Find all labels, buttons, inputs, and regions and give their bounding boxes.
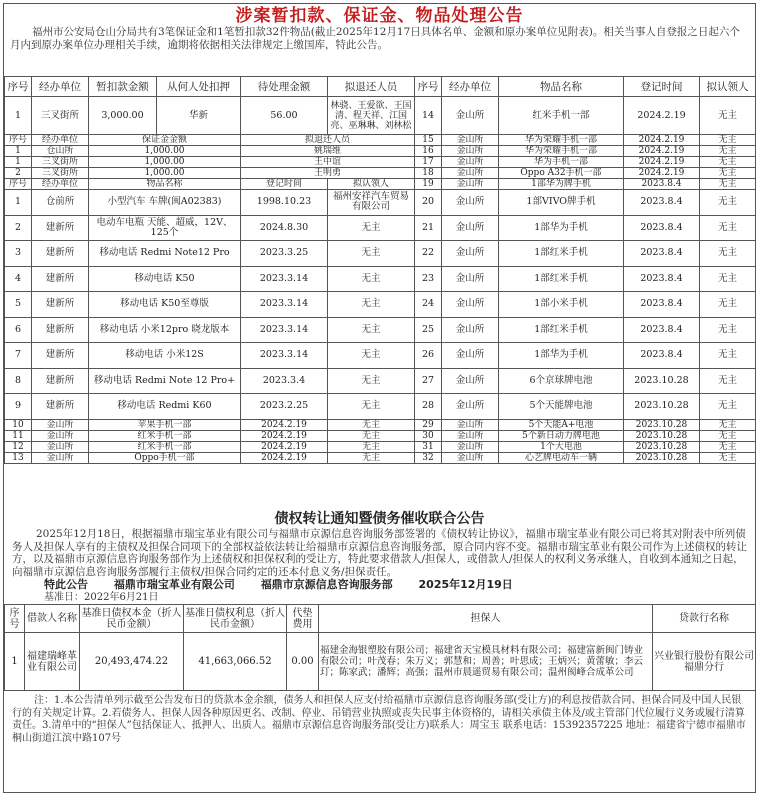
item-unit: 金山所 xyxy=(442,241,499,267)
item-date: 2024.2.19 xyxy=(624,97,700,135)
kou-amount: 3,000.00 xyxy=(89,97,157,135)
item-claimant: 无主 xyxy=(328,292,415,318)
item-claimant: 无主 xyxy=(700,190,756,216)
items-col-date: 登记时间 xyxy=(241,179,328,190)
item-name: 5个天能A+电池 xyxy=(499,419,624,430)
sign-date: 2025年12月19日 xyxy=(418,578,513,591)
col-no: 序号 xyxy=(5,77,32,97)
debt-fee: 0.00 xyxy=(287,633,319,691)
debt-borrower: 福建瑞峰革业有限公司 xyxy=(25,633,80,691)
item-no: 27 xyxy=(415,368,442,394)
item-no: 2 xyxy=(5,215,32,241)
col-unit-right: 经办单位 xyxy=(442,77,499,97)
kou-persons: 林骁、王爱欲、王国清、程天祥、江国亮、巫琳琳、刘林松 xyxy=(328,97,415,135)
col-item-name: 物品名称 xyxy=(499,77,624,97)
item-claimant: 无主 xyxy=(328,215,415,241)
item-name: 华为荣耀手机一部 xyxy=(499,135,624,146)
kou-unit: 三叉街所 xyxy=(32,97,89,135)
item-name: 红米手机一部 xyxy=(499,97,624,135)
item-row xyxy=(5,441,756,452)
item-no: 31 xyxy=(415,441,442,452)
item-date: 2023.8.4 xyxy=(624,317,700,343)
item-name: 移动电话 Redmi Note12 Pro xyxy=(89,241,241,267)
kou-row xyxy=(5,97,756,135)
item-unit: 建新所 xyxy=(32,394,89,420)
notice2-note: 注：1.本公告清单列示截至公告发布日的贷款本金余额，债务人和担保人应支付给福鼎市京源信息咨询服务部(受让方)的利息按借款合同、担保合同及中国人民银行的有关规定计算。2.若债务人、担保人因各种原因更名、改制、停业、吊销营业执照或丧失民事主体资格的，请相关承债主体及/或主管部门代位履行义务或履行清算责任。3.清单中的“担保人”包括保证人、抵押人、出质人。福鼎市京源信息咨询服务部(受让方)联系人：周宝玉 联系电话：15392357225 地址：福建省宁德市福鼎市桐山街道江滨中路107号 xyxy=(12,695,746,744)
col-unit: 经办单位 xyxy=(32,77,89,97)
item-claimant: 无主 xyxy=(700,419,756,430)
item-date: 2024.2.19 xyxy=(241,452,328,463)
item-date: 2023.8.4 xyxy=(624,241,700,267)
item-claimant: 无主 xyxy=(700,266,756,292)
item-claimant: 无主 xyxy=(700,241,756,267)
item-name: 5个天能牌电池 xyxy=(499,394,624,420)
bao-row xyxy=(5,146,756,157)
item-unit: 建新所 xyxy=(32,266,89,292)
item-unit: 仓前所 xyxy=(32,190,89,216)
item-row xyxy=(5,241,756,267)
item-no: 30 xyxy=(415,430,442,441)
item-unit: 金山所 xyxy=(442,135,499,146)
item-claimant: 无主 xyxy=(328,266,415,292)
item-row xyxy=(5,394,756,420)
debt-col-guarantor: 担保人 xyxy=(319,605,653,633)
item-no: 9 xyxy=(5,394,32,420)
item-no: 28 xyxy=(415,394,442,420)
item-claimant: 无主 xyxy=(700,394,756,420)
item-no: 26 xyxy=(415,343,442,369)
item-row xyxy=(5,215,756,241)
item-date: 2023.8.4 xyxy=(624,179,700,190)
item-name: 华为手机一部 xyxy=(499,157,624,168)
item-row xyxy=(5,430,756,441)
bao-col-amount: 保证金金额 xyxy=(89,135,241,146)
debt-interest: 41,663,066.52 xyxy=(184,633,287,691)
item-date: 2023.8.4 xyxy=(624,266,700,292)
items-col-claimant: 拟认领人 xyxy=(328,179,415,190)
col-claimant: 拟认领人 xyxy=(700,77,756,97)
item-date: 2023.10.28 xyxy=(624,419,700,430)
item-unit: 金山所 xyxy=(442,317,499,343)
item-date: 2023.10.28 xyxy=(624,452,700,463)
item-claimant: 无主 xyxy=(700,452,756,463)
item-no: 5 xyxy=(5,292,32,318)
item-name: 电动车电瓶 天能、超威，12V、125个 xyxy=(89,215,241,241)
item-name: 移动电话 K50至尊版 xyxy=(89,292,241,318)
item-claimant: 无主 xyxy=(700,317,756,343)
item-name: 红米手机一部 xyxy=(89,441,241,452)
item-no: 13 xyxy=(5,452,32,463)
item-unit: 金山所 xyxy=(442,168,499,179)
notice2-body: 2025年12月18日，根据福鼎市瑞宝革业有限公司与福鼎市京源信息咨询服务部签署的《债权转让协议》，福鼎市瑞宝革业有限公司已将其对附表中所列债务人及担保人享有的主债权及担保合同项下的全部权益依法转让给福鼎市京源信息咨询服务部，原合同内容不变。福鼎市瑞宝革业有限公司作为上述债权的转让方，以及福鼎市京源信息咨询服务部作为上述债权和担保权利的受让方，特此要求借款人/担保人，或借款人/担保人的权利义务承继人，自收到本通知之日起，向福鼎市京源信息咨询服务部履行主债权/担保合同约定的还本付息义务/担保责任。 xyxy=(12,528,747,578)
item-claimant: 无主 xyxy=(700,179,756,190)
item-unit: 金山所 xyxy=(442,179,499,190)
item-unit: 金山所 xyxy=(442,343,499,369)
item-no: 6 xyxy=(5,317,32,343)
sign-to: 福鼎市京源信息咨询服务部 xyxy=(260,578,393,591)
base-date: 基准日：2022年6月21日 xyxy=(44,592,159,603)
item-claimant: 无主 xyxy=(700,168,756,179)
item-no: 8 xyxy=(5,368,32,394)
bao-header-row xyxy=(5,135,756,146)
item-no: 24 xyxy=(415,292,442,318)
item-claimant: 无主 xyxy=(328,452,415,463)
item-unit: 金山所 xyxy=(442,419,499,430)
items-header-row xyxy=(5,179,756,190)
item-name: 华为荣耀手机一部 xyxy=(499,146,624,157)
col-from: 从何人处扣押 xyxy=(157,77,241,97)
item-date: 2023.3.14 xyxy=(241,292,328,318)
debt-col-borrower: 借款人名称 xyxy=(25,605,80,633)
item-date: 2023.2.25 xyxy=(241,394,328,420)
item-no: 20 xyxy=(415,190,442,216)
item-unit: 建新所 xyxy=(32,241,89,267)
item-name: 小型汽车 车牌(闽A02383) xyxy=(89,190,241,216)
item-name: 1部红米手机 xyxy=(499,317,624,343)
item-date: 2023.8.4 xyxy=(624,215,700,241)
col-amount: 暂扣款金额 xyxy=(89,77,157,97)
item-no: 12 xyxy=(5,441,32,452)
item-name: 移动电话 Redmi K60 xyxy=(89,394,241,420)
item-claimant: 无主 xyxy=(700,441,756,452)
item-date: 2023.3.25 xyxy=(241,241,328,267)
item-date: 2024.2.19 xyxy=(624,146,700,157)
bao-unit: 仓山所 xyxy=(32,146,89,157)
bao-row xyxy=(5,157,756,168)
item-claimant: 无主 xyxy=(700,97,756,135)
item-name: 1部红米手机 xyxy=(499,266,624,292)
item-name: 1部华为牌手机 xyxy=(499,179,624,190)
kou-no: 1 xyxy=(5,97,32,135)
bao-amount: 1,000.00 xyxy=(89,146,241,157)
bao-col-unit: 经办单位 xyxy=(32,135,89,146)
item-no: 16 xyxy=(415,146,442,157)
item-date: 2024.2.19 xyxy=(624,135,700,146)
item-name: 1部VIVO牌手机 xyxy=(499,190,624,216)
item-date: 2023.10.28 xyxy=(624,394,700,420)
item-claimant: 无主 xyxy=(328,317,415,343)
item-claimant: 无主 xyxy=(700,157,756,168)
debt-col-bank: 贷款行名称 xyxy=(653,605,756,633)
item-unit: 金山所 xyxy=(442,97,499,135)
bao-no: 2 xyxy=(5,168,32,179)
item-date: 2023.3.14 xyxy=(241,317,328,343)
items-col-name: 物品名称 xyxy=(89,179,241,190)
col-no-right: 序号 xyxy=(415,77,442,97)
item-no: 25 xyxy=(415,317,442,343)
item-date: 2023.8.4 xyxy=(624,343,700,369)
item-date: 2023.3.14 xyxy=(241,266,328,292)
item-claimant: 无主 xyxy=(328,368,415,394)
item-no: 3 xyxy=(5,241,32,267)
item-no: 1 xyxy=(5,190,32,216)
item-no: 32 xyxy=(415,452,442,463)
item-no: 23 xyxy=(415,266,442,292)
items-col-no: 序号 xyxy=(5,179,32,190)
item-row xyxy=(5,343,756,369)
notice2-signature xyxy=(4,578,755,592)
item-no: 19 xyxy=(415,179,442,190)
newspaper-notices xyxy=(3,3,756,793)
item-unit: 金山所 xyxy=(442,215,499,241)
item-unit: 金山所 xyxy=(32,419,89,430)
debt-guarantor: 福建金海银塑胶有限公司；福建省天宝模具材料有限公司；福建富新闽门铸业有限公司；叶茂春；朱万义；郭慧和；周善；叶思成；王炳兴；黄蕾敏；李云玎；陈家武；潘辉；高强；温州市晨遥贸易有限公司；温州阂峰合成革公司 xyxy=(319,633,653,691)
bao-unit: 三叉街所 xyxy=(32,157,89,168)
item-row xyxy=(5,452,756,463)
item-name: 1部小米手机 xyxy=(499,292,624,318)
bao-no: 1 xyxy=(5,157,32,168)
item-no: 4 xyxy=(5,266,32,292)
item-name: 1部华为手机 xyxy=(499,343,624,369)
debt-col-interest: 基准日债权利息（折人民币金额） xyxy=(184,605,287,633)
item-name: 1部华为手机 xyxy=(499,215,624,241)
bao-person: 王明勇 xyxy=(241,168,415,179)
item-date: 2023.10.28 xyxy=(624,430,700,441)
item-date: 2024.2.19 xyxy=(624,157,700,168)
bao-person: 王中谊 xyxy=(241,157,415,168)
item-no: 10 xyxy=(5,419,32,430)
debt-col-principal: 基准日债权本金（折人民币金额） xyxy=(80,605,184,633)
item-claimant: 无主 xyxy=(700,292,756,318)
item-date: 2023.8.4 xyxy=(624,292,700,318)
item-date: 1998.10.23 xyxy=(241,190,328,216)
item-unit: 建新所 xyxy=(32,215,89,241)
item-row xyxy=(5,368,756,394)
item-name: 苹果手机一部 xyxy=(89,419,241,430)
notice2-title: 债权转让通知暨债务催收联合公告 xyxy=(274,511,485,527)
item-name: 5个新日动力牌电池 xyxy=(499,430,624,441)
item-date: 2023.10.28 xyxy=(624,441,700,452)
item-no: 18 xyxy=(415,168,442,179)
item-no: 11 xyxy=(5,430,32,441)
item-claimant: 无主 xyxy=(328,419,415,430)
debt-header-row xyxy=(5,605,756,633)
item-date: 2024.2.19 xyxy=(241,430,328,441)
debt-no: 1 xyxy=(5,633,25,691)
item-claimant: 无主 xyxy=(700,368,756,394)
notice1-intro: 福州市公安局仓山分局共有3笔保证金和1笔暂扣款32件物品(截止2025年12月17日具体名单、金额和原办案单位见附表)。相关当事人自登报之日起六个月内到原办案单位办理相关手续，逾期将依据相关法律规定上缴国库，特此公告。 xyxy=(10,26,740,51)
item-name: Oppo A32手机一部 xyxy=(499,168,624,179)
bao-amount: 1,000.00 xyxy=(89,168,241,179)
item-date: 2023.8.4 xyxy=(624,190,700,216)
item-name: 6个京球牌电池 xyxy=(499,368,624,394)
bao-amount: 1,000.00 xyxy=(89,157,241,168)
item-row xyxy=(5,419,756,430)
item-unit: 建新所 xyxy=(32,368,89,394)
item-unit: 金山所 xyxy=(442,190,499,216)
item-claimant: 福州安祥汽车贸易有限公司 xyxy=(328,190,415,216)
item-unit: 金山所 xyxy=(442,368,499,394)
notice1-table xyxy=(4,76,756,464)
item-unit: 金山所 xyxy=(442,441,499,452)
col-date: 登记时间 xyxy=(624,77,700,97)
item-date: 2023.3.4 xyxy=(241,368,328,394)
item-claimant: 无主 xyxy=(328,241,415,267)
item-unit: 金山所 xyxy=(32,430,89,441)
item-claimant: 无主 xyxy=(328,430,415,441)
item-claimant: 无主 xyxy=(700,135,756,146)
item-no: 17 xyxy=(415,157,442,168)
col-persons: 拟退还人员 xyxy=(328,77,415,97)
item-unit: 金山所 xyxy=(442,157,499,168)
item-claimant: 无主 xyxy=(700,430,756,441)
item-claimant: 无主 xyxy=(328,394,415,420)
item-no: 15 xyxy=(415,135,442,146)
item-claimant: 无主 xyxy=(700,215,756,241)
item-claimant: 无主 xyxy=(328,441,415,452)
item-no: 22 xyxy=(415,241,442,267)
item-unit: 金山所 xyxy=(442,452,499,463)
item-unit: 金山所 xyxy=(442,430,499,441)
debt-bank: 兴业银行股份有限公司福鼎分行 xyxy=(653,633,756,691)
item-no: 29 xyxy=(415,419,442,430)
bao-no: 1 xyxy=(5,146,32,157)
col-pending: 待处理金额 xyxy=(241,77,328,97)
debt-row xyxy=(5,633,756,691)
item-row xyxy=(5,292,756,318)
debt-principal: 20,493,474.22 xyxy=(80,633,184,691)
item-unit: 金山所 xyxy=(442,292,499,318)
item-name: 移动电话 Redmi Note 12 Pro+ xyxy=(89,368,241,394)
item-claimant: 无主 xyxy=(328,343,415,369)
item-date: 2024.2.19 xyxy=(241,441,328,452)
item-unit: 金山所 xyxy=(442,394,499,420)
debt-col-no: 序号 xyxy=(5,605,25,633)
notice2-table xyxy=(4,604,756,691)
item-date: 2024.2.19 xyxy=(241,419,328,430)
item-name: 移动电话 小米12pro 晓龙版本 xyxy=(89,317,241,343)
item-row xyxy=(5,266,756,292)
item-no: 21 xyxy=(415,215,442,241)
item-date: 2024.2.19 xyxy=(624,168,700,179)
item-unit: 建新所 xyxy=(32,343,89,369)
bao-unit: 三叉街所 xyxy=(32,168,89,179)
item-date: 2023.3.14 xyxy=(241,343,328,369)
bao-col-person: 拟退还人员 xyxy=(241,135,415,146)
item-unit: 金山所 xyxy=(442,146,499,157)
item-unit: 金山所 xyxy=(32,452,89,463)
items-col-unit: 经办单位 xyxy=(32,179,89,190)
bao-person: 姚瑞维 xyxy=(241,146,415,157)
debt-col-fee: 代垫费用 xyxy=(287,605,319,633)
item-row xyxy=(5,190,756,216)
sign-from: 福鼎市瑞宝革业有限公司 xyxy=(113,578,235,591)
item-date: 2024.8.30 xyxy=(241,215,328,241)
sign-label: 特此公告 xyxy=(44,578,88,591)
item-unit: 金山所 xyxy=(442,266,499,292)
kou-from: 华新 xyxy=(157,97,241,135)
item-name: 移动电话 K50 xyxy=(89,266,241,292)
item-no: 14 xyxy=(415,97,442,135)
item-name: 红米手机一部 xyxy=(89,430,241,441)
item-unit: 金山所 xyxy=(32,441,89,452)
bao-row xyxy=(5,168,756,179)
item-unit: 建新所 xyxy=(32,317,89,343)
item-claimant: 无主 xyxy=(700,146,756,157)
item-name: Oppo手机一部 xyxy=(89,452,241,463)
item-date: 2023.10.28 xyxy=(624,368,700,394)
item-row xyxy=(5,317,756,343)
item-name: 心艺牌电动车一辆 xyxy=(499,452,624,463)
item-no: 7 xyxy=(5,343,32,369)
bao-col-no: 序号 xyxy=(5,135,32,146)
kou-pending: 56.00 xyxy=(241,97,328,135)
item-name: 1部红米手机 xyxy=(499,241,624,267)
notice1-title: 涉案暂扣款、保证金、物品处理公告 xyxy=(235,6,524,26)
main-header-row xyxy=(5,77,756,97)
notice2 xyxy=(4,510,755,745)
item-unit: 建新所 xyxy=(32,292,89,318)
item-name: 1个大电池 xyxy=(499,441,624,452)
item-name: 移动电话 小米12S xyxy=(89,343,241,369)
item-claimant: 无主 xyxy=(700,343,756,369)
